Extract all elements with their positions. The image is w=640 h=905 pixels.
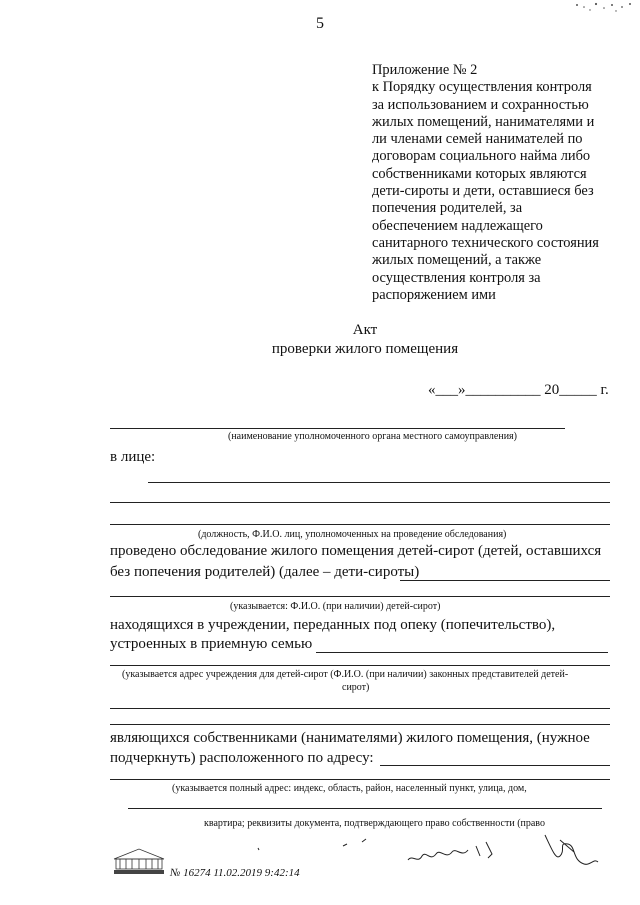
appendix-line: договорам социального найма либо: [372, 148, 591, 165]
act-subtitle: проверки жилого помещения: [271, 341, 459, 357]
caption-fio: (указывается: Ф.И.О. (при наличии) детей-сирот): [230, 601, 441, 612]
page-number: 5: [316, 15, 324, 32]
appendix-line: обеспечением надлежащего: [372, 217, 543, 234]
organ-name-line: [110, 428, 565, 429]
caption-full-address: (указывается полный адрес: индекс, область, район, населенный пункт, улица, дом,: [172, 783, 527, 794]
appendix-block: [372, 62, 622, 304]
caption-persons: (должность, Ф.И.О. лиц, уполномоченных на проведение обследования): [198, 529, 507, 540]
inspection-text-1: проведено обследование жилого помещения детей-сирот (детей, оставшихся: [110, 543, 602, 559]
appendix-line: жилых помещений, нанимателями и: [372, 113, 595, 130]
placed-text-1: находящихся в учреждении, переданных под опеку (попечительство),: [110, 617, 556, 633]
blank-line-1: [110, 708, 610, 709]
caption-organ: (наименование уполномоченного органа местного самоуправления): [228, 431, 517, 442]
appendix-line: дети-сироты и дети, оставшиеся без: [372, 183, 594, 200]
address-line-1: [380, 765, 610, 766]
owners-text-2: подчеркнуть) расположенного по адресу:: [110, 750, 374, 766]
inspection-text-2: без попечения родителей) (далее – дети-сироты): [110, 564, 420, 580]
persons-line-3: [110, 524, 610, 525]
in-person-label: в лице:: [110, 449, 156, 465]
appendix-line: собственниками которых являются: [372, 165, 587, 182]
placed-text-2: устроенных в приемную семью: [110, 636, 313, 652]
foster-address-line-2: [110, 665, 610, 666]
children-name-line: [400, 580, 610, 581]
caption-apartment: квартира; реквизиты документа, подтверждающего право собственности (право: [204, 818, 545, 829]
appendix-line: жилых помещений, а также: [372, 252, 542, 269]
appendix-line: к Порядку осуществления контроля: [372, 79, 592, 96]
appendix-line: попечения родителей, за: [372, 200, 523, 217]
foster-address-line: [316, 652, 608, 653]
address-line-2: [110, 779, 610, 780]
appendix-line: за использованием и сохранностью: [372, 96, 589, 113]
caption-address-1: (указывается адрес учреждения для детей-сирот (Ф.И.О. (при наличии) законных представителей детей-: [122, 669, 569, 680]
children-name-line-2: [110, 596, 610, 597]
appendix-line: осуществления контроля за: [372, 269, 541, 286]
owners-text-1: являющихся собственниками (нанимателями) жилого помещения, (нужное: [110, 730, 590, 746]
signature-marks: [0, 820, 640, 905]
blank-line-2: [110, 724, 610, 725]
act-title: Акт: [352, 322, 378, 338]
date-line: «___»__________ 20_____ г.: [428, 382, 609, 398]
appendix-line: санитарного технического состояния: [372, 234, 599, 251]
persons-line-2: [110, 502, 610, 503]
caption-address-2: сирот): [342, 682, 370, 693]
appendix-line: Приложение № 2: [372, 62, 478, 78]
appendix-line: распоряжением ими: [372, 286, 496, 303]
persons-line-1: [148, 482, 610, 483]
address-line-3: [128, 808, 602, 809]
appendix-line: ли членами семей нанимателей по: [372, 131, 583, 148]
document-registration-number: № 16274 11.02.2019 9:42:14: [170, 867, 300, 879]
